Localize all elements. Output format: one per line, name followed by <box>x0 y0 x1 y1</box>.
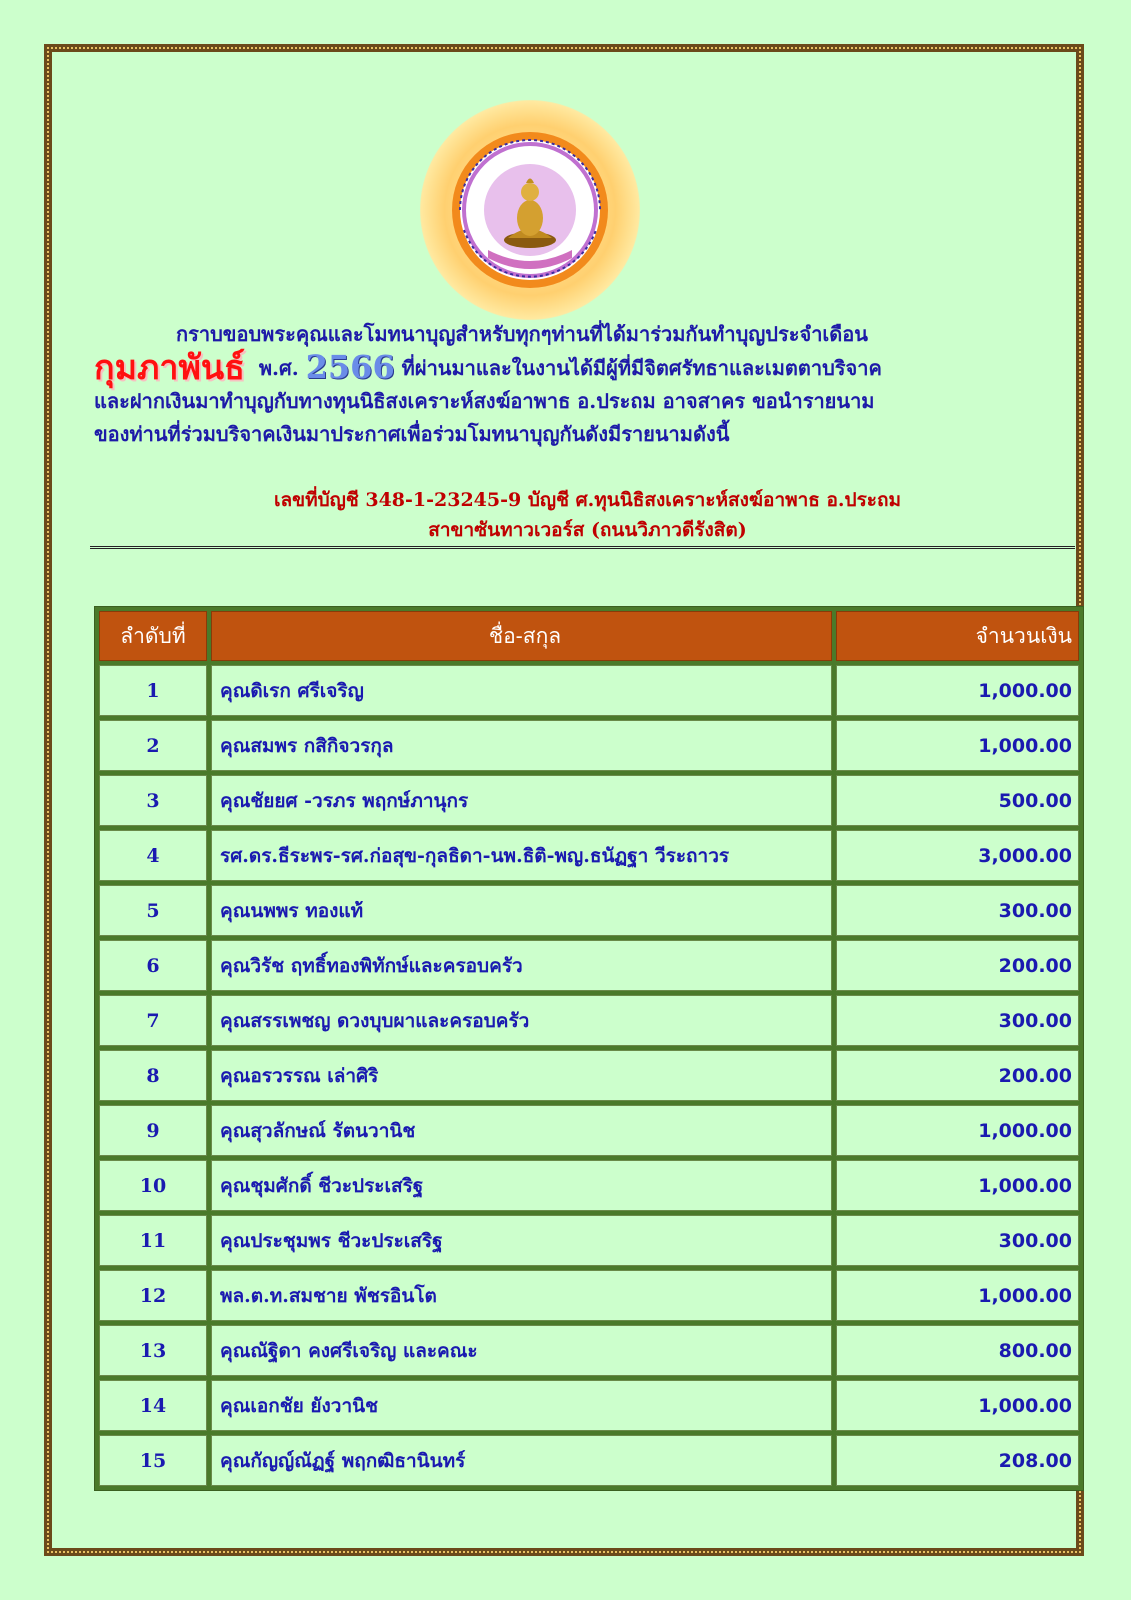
table-row <box>99 995 1079 1046</box>
donor-name: คุณสรรเพชญ ดวงบุบผาและครอบครัว <box>211 995 832 1046</box>
table-row <box>99 775 1079 826</box>
table-row <box>99 720 1079 771</box>
buddha-emblem-icon <box>420 100 640 320</box>
row-number: 5 <box>99 885 207 936</box>
era-label: พ.ศ. <box>258 356 299 380</box>
donation-amount: 1,000.00 <box>836 665 1079 716</box>
section-divider <box>90 546 1075 549</box>
row-number: 15 <box>99 1435 207 1486</box>
row-number: 2 <box>99 720 207 771</box>
row-number: 9 <box>99 1105 207 1156</box>
foundation-logo <box>420 100 640 320</box>
table-row <box>99 1380 1079 1431</box>
table-row <box>99 940 1079 991</box>
donation-amount: 1,000.00 <box>836 1160 1079 1211</box>
donor-name: คุณประชุมพร ชีวะประเสริฐ <box>211 1215 832 1266</box>
header-name: ชื่อ-สกุล <box>211 611 832 661</box>
donation-amount: 800.00 <box>836 1325 1079 1376</box>
intro-line-4: ของท่านที่ร่วมบริจาคเงินมาประกาศเพื่อร่วมโมทนาบุญกันดังมีรายนามดังนี้ <box>94 422 730 446</box>
donation-amount: 500.00 <box>836 775 1079 826</box>
row-number: 6 <box>99 940 207 991</box>
donor-name: คุณดิเรก ศรีเจริญ <box>211 665 832 716</box>
table-row <box>99 885 1079 936</box>
donor-name: คุณกัญญ์ณัฏฐ์ พฤกฒิธานินทร์ <box>211 1435 832 1486</box>
donation-amount: 300.00 <box>836 885 1079 936</box>
row-number: 14 <box>99 1380 207 1431</box>
table-row <box>99 1105 1079 1156</box>
row-number: 1 <box>99 665 207 716</box>
donor-name: พล.ต.ท.สมชาย พัชรอินโต <box>211 1270 832 1321</box>
table-row <box>99 1270 1079 1321</box>
donation-amount: 3,000.00 <box>836 830 1079 881</box>
donor-name: คุณชุมศักดิ์ ชีวะประเสริฐ <box>211 1160 832 1211</box>
account-branch-line: สาขาซันทาวเวอร์ส (ถนนวิภาวดีรังสิต) <box>428 519 747 541</box>
donor-name: คุณนพพร ทองแท้ <box>211 885 832 936</box>
row-number: 7 <box>99 995 207 1046</box>
donor-name: รศ.ดร.ธีระพร-รศ.ก่อสุข-กุลธิดา-นพ.ธิติ-พญ.ธนัฏฐา วีระถาวร <box>211 830 832 881</box>
row-number: 13 <box>99 1325 207 1376</box>
donation-amount: 1,000.00 <box>836 1380 1079 1431</box>
donation-amount: 300.00 <box>836 1215 1079 1266</box>
donation-amount: 200.00 <box>836 940 1079 991</box>
donation-amount: 300.00 <box>836 995 1079 1046</box>
intro-line-2-rest: ที่ผ่านมาและในงานได้มีผู้ที่มีจิตศรัทธาและเมตตาบริจาค <box>401 356 882 380</box>
row-number: 8 <box>99 1050 207 1101</box>
intro-line-2 <box>94 348 1079 388</box>
row-number: 4 <box>99 830 207 881</box>
donation-amount: 1,000.00 <box>836 1105 1079 1156</box>
header-no: ลำดับที่ <box>99 611 207 661</box>
table-row <box>99 665 1079 716</box>
header-amount: จำนวนเงิน <box>836 611 1079 661</box>
donor-name: คุณอรวรรณ เล่าศิริ <box>211 1050 832 1101</box>
donor-name: คุณชัยยศ -วรภร พฤกษ์ภานุกร <box>211 775 832 826</box>
donation-amount: 208.00 <box>836 1435 1079 1486</box>
table-row <box>99 830 1079 881</box>
donation-amount: 1,000.00 <box>836 1270 1079 1321</box>
donation-amount: 200.00 <box>836 1050 1079 1101</box>
donor-name: คุณสมพร กสิกิจวรกุล <box>211 720 832 771</box>
row-number: 11 <box>99 1215 207 1266</box>
donation-amount: 1,000.00 <box>836 720 1079 771</box>
donor-name: คุณณัฐิดา คงศรีเจริญ และคณะ <box>211 1325 832 1376</box>
donor-name: คุณเอกชัย ยังวานิช <box>211 1380 832 1431</box>
table-row <box>99 1325 1079 1376</box>
table-row <box>99 1215 1079 1266</box>
table-row <box>99 1435 1079 1486</box>
row-number: 12 <box>99 1270 207 1321</box>
row-number: 3 <box>99 775 207 826</box>
donor-name: คุณสุวลักษณ์ รัตนวานิช <box>211 1105 832 1156</box>
year-value: 2566 <box>305 348 395 386</box>
donor-table <box>94 606 1084 1491</box>
table-row <box>99 1050 1079 1101</box>
intro-line-1: กราบขอบพระคุณและโมทนาบุญสำหรับทุกๆท่านที่ได้มาร่วมกันทำบุญประจำเดือน <box>176 322 868 346</box>
table-row <box>99 1160 1079 1211</box>
intro-paragraph <box>94 318 1079 451</box>
donor-name: คุณวิรัช ฤทธิ์ทองพิทักษ์และครอบครัว <box>211 940 832 991</box>
bank-account-info <box>90 485 1085 545</box>
month-name: กุมภาพันธ์ <box>94 348 245 388</box>
account-number-line: เลขที่บัญชี 348-1-23245-9 บัญชี ศ.ทุนนิธิสงเคราะห์สงฆ์อาพาธ อ.ประถม <box>273 489 902 511</box>
row-number: 10 <box>99 1160 207 1211</box>
intro-line-3: และฝากเงินมาทำบุญกับทางทุนนิธิสงเคราะห์สงฆ์อาพาธ อ.ประถม อาจสาคร ขอนำรายนาม <box>94 389 875 413</box>
table-header-row <box>99 611 1079 661</box>
